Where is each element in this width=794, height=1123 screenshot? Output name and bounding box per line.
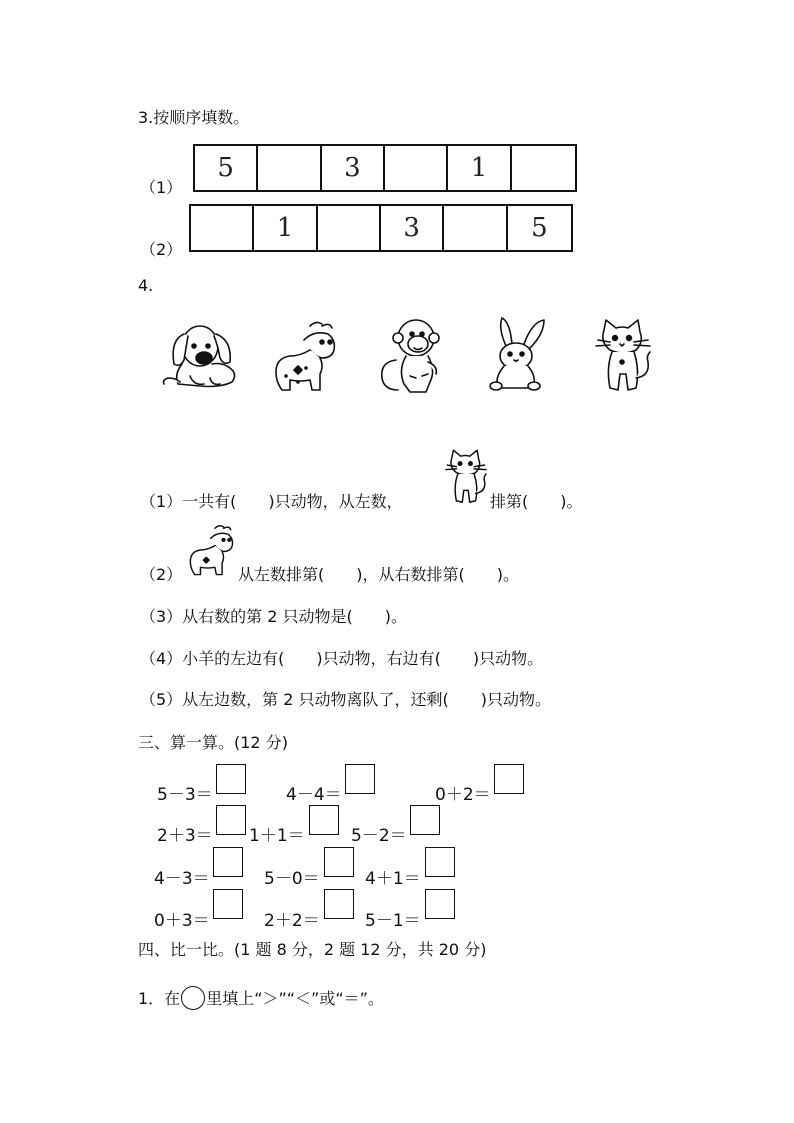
sequence-cell[interactable]: [444, 206, 507, 250]
answer-box[interactable]: [213, 847, 243, 877]
q4-sub2-label: （2）: [140, 565, 183, 584]
equation-text: 0＋3＝: [154, 911, 210, 931]
q3-row2-label: （2）: [140, 240, 183, 259]
answer-box[interactable]: [213, 889, 243, 919]
equation-text: 0＋2＝: [435, 785, 491, 805]
q4-title: 4.: [138, 276, 154, 295]
dog-icon: [160, 318, 240, 392]
q4-sub5-text: （5）从左边数，第 2 只动物离队了，还剩( )只动物。: [140, 690, 552, 709]
sequence-cell[interactable]: [318, 206, 381, 250]
section4-q1: [138, 986, 384, 1010]
q4-sub1-text-end: 排第( )。: [490, 492, 583, 511]
sequence-cell[interactable]: 3: [381, 206, 444, 250]
answer-box[interactable]: [324, 847, 354, 877]
sequence-cell[interactable]: [385, 146, 448, 190]
sequence-cell[interactable]: 1: [254, 206, 317, 250]
sequence-cell[interactable]: 5: [195, 146, 258, 190]
sequence-row-2: [189, 204, 573, 252]
sequence-cell[interactable]: [512, 146, 575, 190]
answer-box[interactable]: [216, 805, 246, 835]
goat-icon: [186, 522, 238, 578]
q4-sub2-text: 从左数排第( )，从右数排第( )。: [238, 565, 519, 584]
circle-blank: [181, 986, 205, 1010]
equation-text: 1＋1＝: [249, 826, 305, 846]
goat-icon: [270, 318, 342, 394]
equation-text: 2＋2＝: [264, 911, 320, 931]
section4-title: 四、比一比。(1 题 8 分，2 题 12 分，共 20 分): [138, 940, 487, 959]
sequence-cell[interactable]: 5: [531, 213, 548, 243]
sequence-cell[interactable]: [258, 146, 321, 190]
equation-text: 4－4＝: [286, 785, 342, 805]
answer-box[interactable]: [309, 805, 339, 835]
sequence-cell[interactable]: 1: [448, 146, 511, 190]
equation-text: 4＋1＝: [365, 869, 421, 889]
answer-box[interactable]: [216, 764, 246, 794]
monkey-icon: [376, 316, 448, 396]
cat-icon: [440, 448, 492, 506]
q4-sub4-text: （4）小羊的左边有( )只动物，右边有( )只动物。: [140, 649, 544, 668]
answer-box[interactable]: [345, 764, 375, 794]
cat-icon: [588, 318, 658, 394]
equation-text: 5－2＝: [351, 826, 407, 846]
sequence-row-1: [193, 144, 577, 192]
answer-box[interactable]: [324, 889, 354, 919]
equation-text: 5－0＝: [264, 869, 320, 889]
sequence-cell[interactable]: [191, 206, 254, 250]
answer-box[interactable]: [425, 889, 455, 919]
section3-title: 三、算一算。(12 分): [138, 733, 288, 752]
equation-text: 5－3＝: [157, 785, 213, 805]
answer-box[interactable]: [425, 847, 455, 877]
equation-text: 5－1＝: [365, 911, 421, 931]
equation-text: 4－3＝: [154, 869, 210, 889]
q4-sub3-text: （3）从右数的第 2 只动物是( )。: [140, 607, 408, 626]
equation-text: 2＋3＝: [157, 826, 213, 846]
section4-q1-text: 1．在: [138, 989, 181, 1008]
answer-box[interactable]: [494, 764, 524, 794]
rabbit-icon: [482, 316, 554, 392]
section4-q1-text-end: 里填上“＞”“＜”或“＝”。: [206, 989, 384, 1008]
answer-box[interactable]: [410, 805, 440, 835]
sequence-cell[interactable]: 3: [322, 146, 385, 190]
q3-title: 3.按顺序填数。: [138, 108, 250, 127]
q4-sub1-text: （1）一共有( )只动物，从左数，: [140, 492, 403, 511]
q3-row1-label: （1）: [140, 178, 183, 197]
